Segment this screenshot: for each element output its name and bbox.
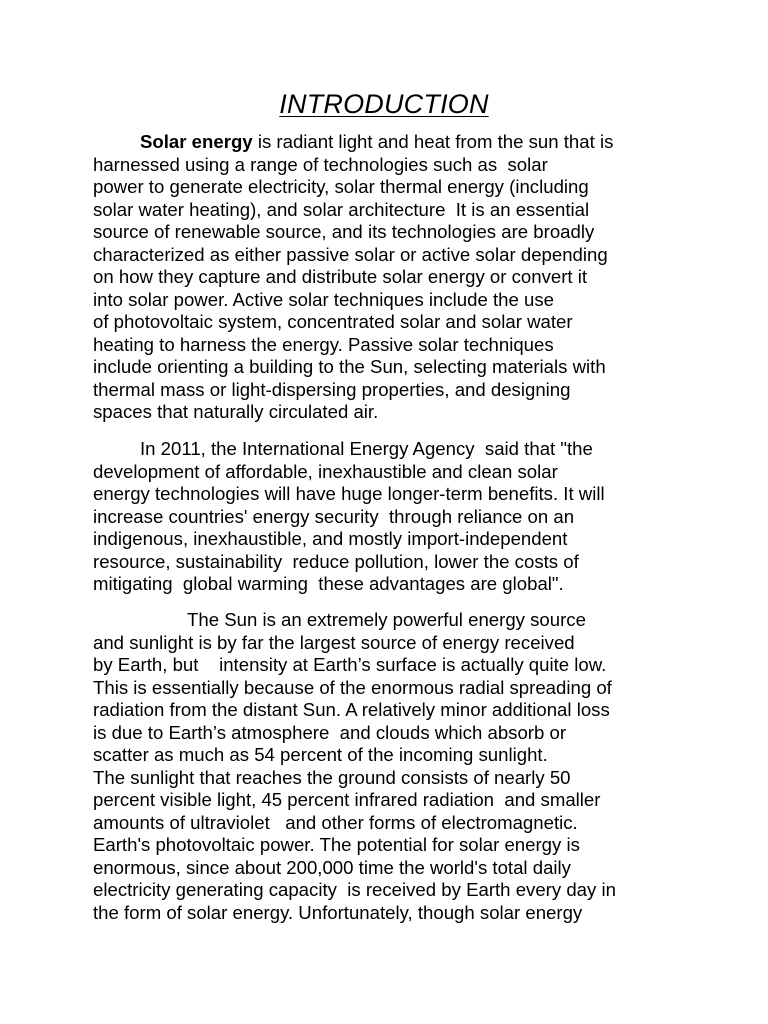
paragraph-1-line-13: spaces that naturally circulated air.: [93, 401, 379, 422]
paragraph-3-line-4: This is essentially because of the enormous radial spreading of: [93, 676, 612, 698]
document-title: INTRODUCTION: [279, 89, 489, 119]
paragraph-1-line-8: into solar power. Active solar techniques include the use: [93, 288, 554, 310]
paragraph-2-line-5: indigenous, inexhaustible, and mostly import-independent: [93, 528, 568, 549]
paragraph-2-line-2: development of affordable, inexhaustible and clean solar: [93, 460, 558, 482]
paragraph-3-line-10: amounts of ultraviolet and other forms of electromagnetic.: [93, 811, 578, 833]
paragraph-3-line-12: enormous, since about 200,000 time the world's total daily: [93, 856, 571, 878]
paragraph-3-line-7: scatter as much as 54 percent of the incoming sunlight.: [93, 744, 548, 765]
paragraph-2-line-3: energy technologies will have huge longer-term benefits. It will: [93, 483, 605, 504]
paragraph-2-line-1: In 2011, the International Energy Agency said that "the: [140, 438, 593, 459]
paragraph-3-line-14: the form of solar energy. Unfortunately, though solar energy: [93, 901, 583, 923]
paragraph-3-line-9: percent visible light, 45 percent infrared radiation and smaller: [93, 789, 601, 810]
paragraph-1-line-4: solar water heating), and solar architecture It is an essential: [93, 198, 590, 220]
paragraph-1-line-1-text: is radiant light and heat from the sun that is: [252, 131, 614, 152]
paragraph-1-line-10: heating to harness the energy. Passive solar techniques: [93, 333, 554, 355]
paragraph-1-line-12: thermal mass or light-dispersing properties, and designing: [93, 378, 571, 400]
paragraph-2-line-4: increase countries' energy security through reliance on an: [93, 505, 575, 527]
paragraph-3-line-1: The Sun is an extremely powerful energy source: [187, 609, 586, 630]
paragraph-1-line-1: [140, 131, 613, 153]
paragraph-3-line-2: and sunlight is by far the largest source of energy received: [93, 631, 575, 653]
solar-energy-term: Solar energy: [140, 131, 253, 152]
paragraph-1-line-5: source of renewable source, and its technologies are broadly: [93, 221, 595, 242]
paragraph-2-line-6: resource, sustainability reduce pollution, lower the costs of: [93, 550, 579, 572]
paragraph-3-line-5: radiation from the distant Sun. A relatively minor additional loss: [93, 699, 610, 720]
paragraph-3-line-11: Earth's photovoltaic power. The potential for solar energy is: [93, 834, 580, 855]
paragraph-3-line-6: is due to Earth’s atmosphere and clouds which absorb or: [93, 721, 567, 743]
paragraph-1-line-9: of photovoltaic system, concentrated solar and solar water: [93, 311, 573, 332]
paragraph-1-line-2: harnessed using a range of technologies such as solar: [93, 153, 548, 175]
paragraph-3-line-13: electricity generating capacity is received by Earth every day in: [93, 879, 616, 900]
paragraph-1-line-11: include orienting a building to the Sun, selecting materials with: [93, 356, 606, 377]
paragraph-1-line-6: characterized as either passive solar or active solar depending: [93, 243, 608, 265]
paragraph-3-line-3: by Earth, but intensity at Earth’s surface is actually quite low.: [93, 654, 607, 675]
paragraph-3-line-8: The sunlight that reaches the ground consists of nearly 50: [93, 766, 571, 788]
paragraph-2-line-7: mitigating global warming these advantages are global".: [93, 573, 564, 594]
paragraph-1-line-3: power to generate electricity, solar thermal energy (including: [93, 176, 589, 197]
paragraph-1-line-7: on how they capture and distribute solar energy or convert it: [93, 266, 588, 287]
